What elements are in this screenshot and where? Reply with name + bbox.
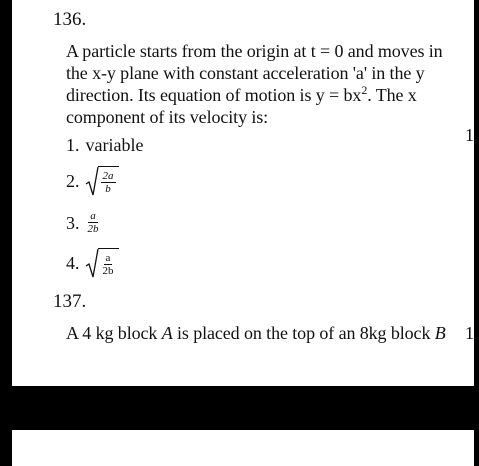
option-3-denominator: 2b <box>87 223 99 235</box>
option-4-number: 4. <box>66 253 80 273</box>
option-1-number: 1. <box>66 135 80 155</box>
option-4-denominator: 2b <box>102 265 114 277</box>
side-column-number: 1. <box>465 125 479 145</box>
question-137-text-part2: is placed on the top of an 8kg block <box>172 323 435 343</box>
option-2-numerator: 2a <box>102 170 114 182</box>
bottom-page-strip <box>12 430 474 466</box>
sqrt-sign <box>86 248 119 278</box>
question-136-number: 136. <box>53 9 87 30</box>
block-b-variable: B <box>434 323 446 343</box>
option-4[interactable] <box>66 248 119 278</box>
option-4-numerator: a <box>105 252 111 264</box>
question-137-number: 137. <box>53 291 87 312</box>
question-136-text-part2: . The x component of its velocity is: <box>66 85 417 127</box>
option-2-fraction <box>101 170 116 195</box>
option-4-fraction <box>101 252 116 277</box>
option-2[interactable] <box>66 166 119 196</box>
sqrt-sign <box>86 166 119 196</box>
option-2-number: 2. <box>66 171 80 191</box>
question-136-text-part1: A particle starts from the origin at t = 0 and moves in the x-y plane with constant acceleration 'a' in the y direction. Its equation of motion is y = bx <box>66 41 443 105</box>
option-3-number: 3. <box>66 212 80 233</box>
question-sheet <box>12 0 479 386</box>
option-3-numerator: a <box>90 210 96 222</box>
option-3-fraction <box>86 210 101 235</box>
option-2-denominator: b <box>105 183 111 195</box>
exponent: 2 <box>361 83 368 97</box>
option-1[interactable] <box>66 134 143 156</box>
block-a-variable: A <box>161 323 173 343</box>
question-136-text <box>66 40 466 128</box>
question-137-text <box>66 322 466 344</box>
side-column-number: 1. <box>465 323 479 343</box>
option-3[interactable] <box>66 210 101 235</box>
option-1-text: variable <box>85 135 144 155</box>
question-137-text-part1: A 4 kg block <box>66 323 162 343</box>
